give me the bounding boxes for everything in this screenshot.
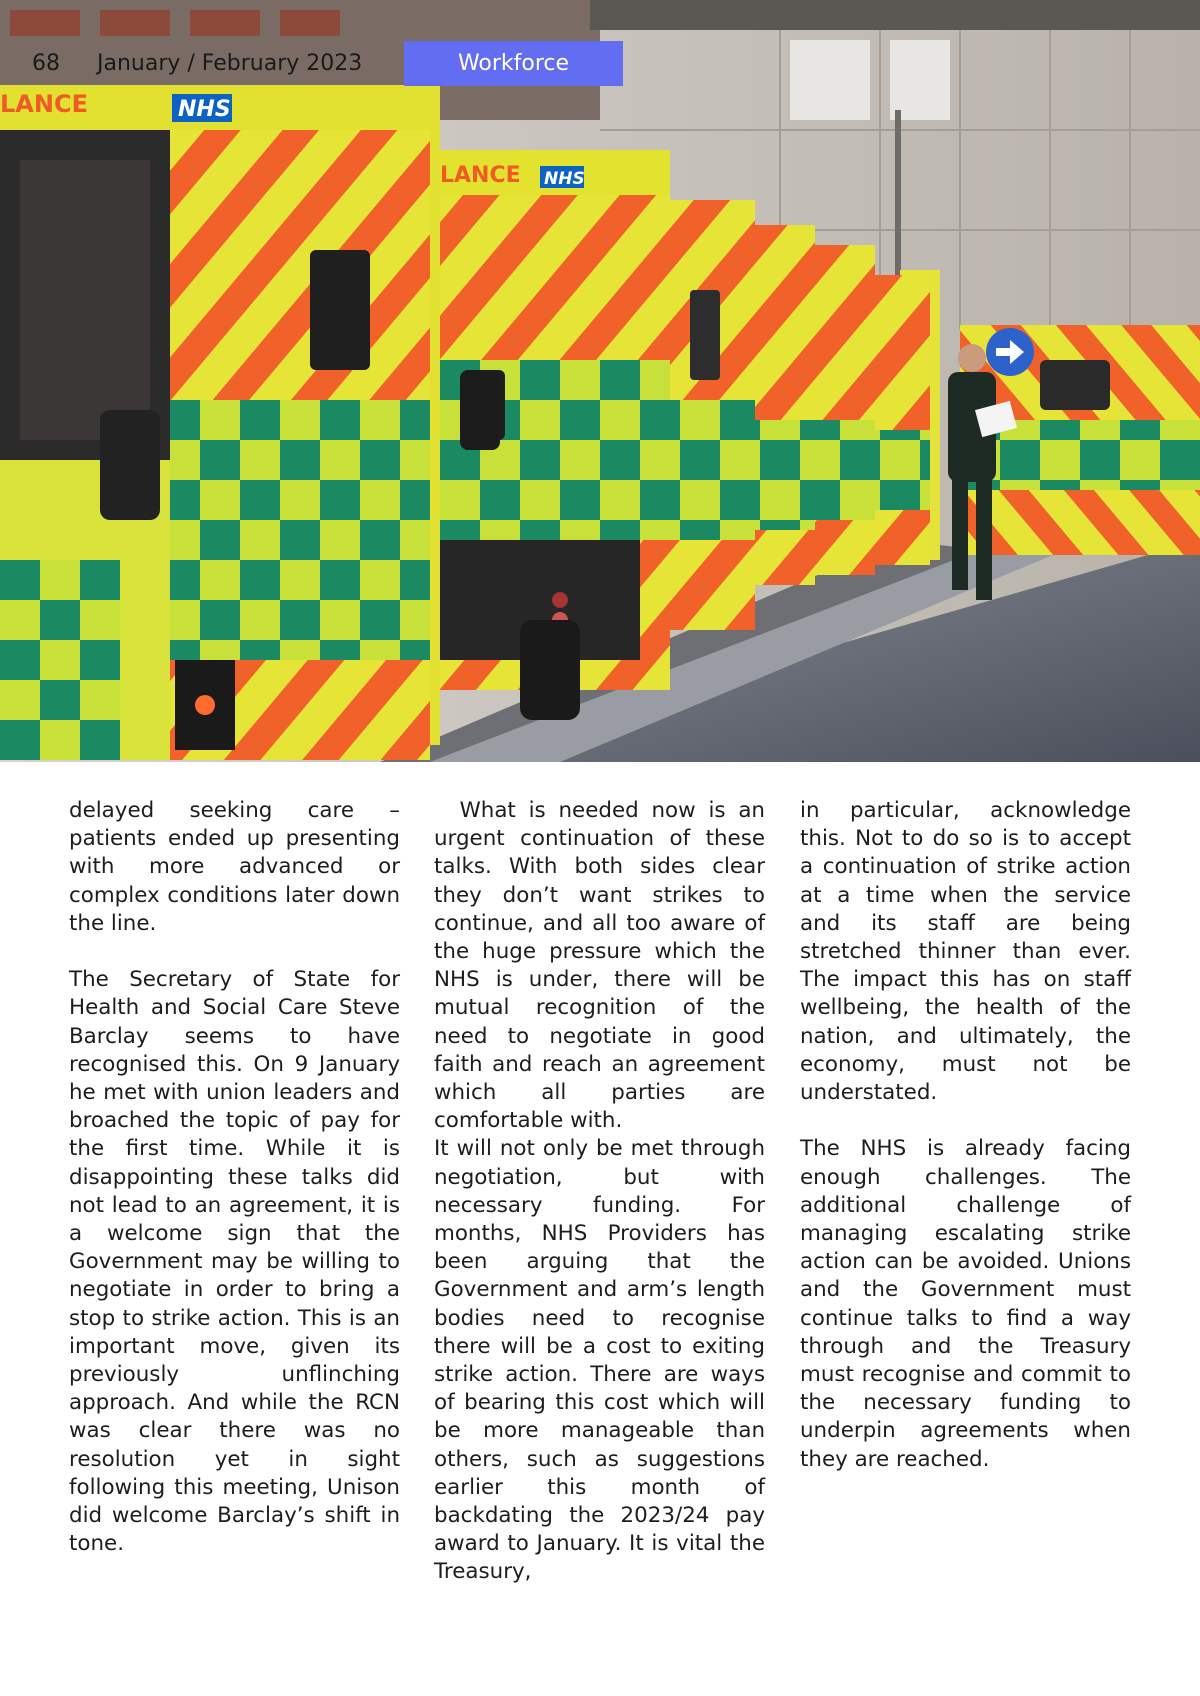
page-number: 68: [32, 51, 60, 76]
article-column-3: [800, 797, 1131, 1474]
hero-photo: [0, 0, 1200, 762]
article-body: [69, 797, 1132, 1657]
issue-info: [32, 51, 362, 76]
issue-date: January / February 2023: [97, 51, 363, 76]
svg-text:NHS: NHS: [544, 169, 585, 189]
article-column-2: [434, 797, 772, 1587]
paragraph: What is needed now is an urgent continuation of these talks. With both sides clear they don’t want strikes to continue, and all too aware of the huge pressure which the NHS is under, there will be mutual recognition of the need to negotiate in good faith and reach an agreement which all parties are comfortable with.: [434, 798, 772, 1134]
paragraph: The NHS is already facing enough challenges. The additional challenge of managing escalating strike action can be avoided. Unions and the Government must continue talks to find a way through and the Treasury must recognise and commit to the necessary funding to underpin agreements when they are reached.: [800, 1136, 1131, 1472]
paragraph: delayed seeking care – patients ended up presenting with more advanced or complex conditions later down the line.: [69, 798, 400, 936]
paragraph: in particular, acknowledge this. Not to do so is to accept a continuation of strike action at a time when the service and its staff are being stretched thinner than ever. The impact this has on staff wellbeing, the health of the nation, and ultimately, the economy, must not be understated.: [800, 798, 1131, 1106]
ambulance-queue-photo-icon: [0, 0, 1200, 762]
svg-text:NHS: NHS: [178, 97, 231, 122]
section-tag[interactable]: Workforce: [404, 41, 623, 86]
paragraph: The Secretary of State for Health and Social Care Steve Barclay seems to have recognised this. On 9 January he met with union leaders and broached the topic of pay for the first time. While it is disappointing these talks did not lead to an agreement, it is a welcome sign that the Government may be willing to negotiate in order to bring a stop to strike action. This is an important move, given its previously unflinching approach. And while the RCN was clear there was no resolution yet in sight following this meeting, Unison did welcome Barclay’s shift in tone.: [69, 967, 400, 1557]
paragraph: It will not only be met through negotiation, but with necessary funding. For months, NHS Providers has been arguing that the Government and arm’s length bodies need to recognise there will be a cost to exiting strike action. There are ways of bearing this cost which will be more manageable than others, such as suggestions earlier this month of backdating the 2023/24 pay award to January. It is vital the Treasury,: [434, 1136, 765, 1585]
svg-text:LANCE: LANCE: [440, 163, 521, 188]
svg-text:LANCE: LANCE: [0, 90, 88, 118]
article-column-1: [69, 797, 400, 1558]
